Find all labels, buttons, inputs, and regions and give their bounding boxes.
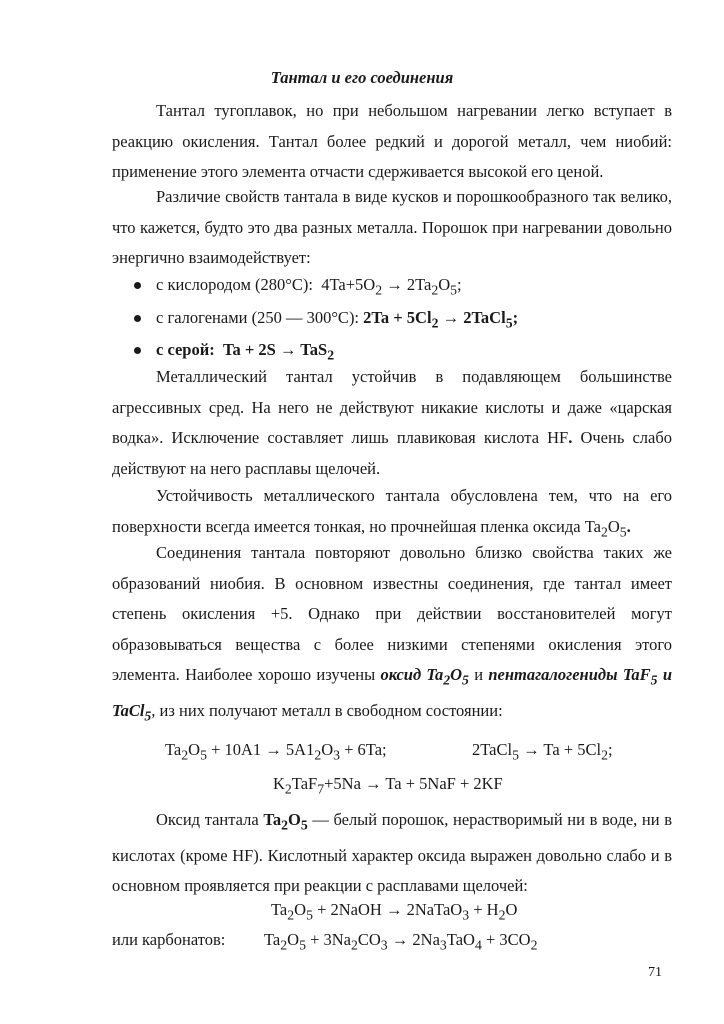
- equation-chloride-decomposition: 2TaCl$_5$ → $Ta + 5Cl_2$;: [472, 740, 613, 763]
- equation-carbonate: $Ta_2O_5 + 3Na_2CO_3 \to 2Na_3TaO_4 + 3CO_2$: [264, 930, 538, 953]
- page-number: 71: [648, 965, 662, 980]
- equation-aluminothermy: $Ta_2O_5 + 10A1 \to 5A1_2O_3 + 6Ta$;: [165, 740, 387, 763]
- paragraph-oxide-film: Устойчивость металлического тантала обусловлена тем, что на его поверхности всегда имеется тонкая, но прочнейшая пленка оксида $Ta_2O_5$.: [112, 486, 672, 539]
- paragraph-compounds: Соединения тантала повторяют довольно близко свойства таких же образований ниобия. В основном известны соединения, где тантал имеет степень окисления +5. Однако при действии восстановителей могут образовываться вещества с более низкими степенями окисления этого элемента. Наиболее хорошо изучены оксид $Ta_2O_5$ и пентагалогениды TaF$_5$ и TaCl$_5$, из них получают металл в свободном состоянии:: [112, 543, 672, 724]
- page-title: Тантал и его соединения: [270, 68, 454, 87]
- bullet-icon: [134, 315, 141, 322]
- bullet-equation: $4Ta+5O_2 \to 2Ta_2O_5$;: [321, 275, 462, 298]
- bullet-equation: $2Ta + 5Cl_2$ → 2TaCl$_5$;: [363, 307, 519, 330]
- equation-naoh: $Ta_2O_5$ + 2NaOH → 2NaTaO$_3$ + $H_2O$: [271, 900, 518, 923]
- paragraph-intro: Тантал тугоплавок, но при небольшом нагревании легко вступает в реакцию окисления. Тантал более редкий и дорогой металл, чем ниобий: применение этого элемента отчасти сдерживается высокой его ценой.: [112, 101, 672, 181]
- paragraph-oxide: Оксид тантала $Ta_2O_5$ — белый порошок, нерастворимый ни в воде, ни в кислотах (кроме HF). Кислотный характер оксида выражен довольно слабо и в основном проявляется при реакции с расплавами щелочей:: [112, 810, 673, 896]
- list-item: [112, 269, 672, 302]
- bullet-label: с серой:: [156, 340, 215, 359]
- list-item: [112, 302, 672, 335]
- paragraph-powder: Различие свойств тантала в виде кусков и порошкообразного так велико, что кажется, будто это два разных металла. Порошок при нагревании довольно энергично взаимодействует:: [112, 187, 672, 267]
- equation-sodium-reduction: $K_2TaF_7+5Na \to Ta + 5NaF + 2KF$: [273, 774, 503, 797]
- bullet-equation: Ta + 2S → TaS$_2$: [222, 340, 335, 363]
- bullet-label: с галогенами (250 — 300°С):: [156, 307, 360, 327]
- carbonates-label: или карбонатов:: [112, 930, 226, 949]
- bullet-icon: [134, 282, 141, 289]
- paragraph-stability: Металлический тантал устойчив в подавляющем большинстве агрессивных сред. На него не действуют никакие кислоты и даже «царская водка». Исключение составляет лишь плавиковая кислота HF. Очень слабо действуют на него расплавы щелочей.: [112, 367, 673, 478]
- reactions-list: [112, 269, 672, 367]
- bullet-label: с кислородом (280°С):: [156, 275, 313, 294]
- bullet-icon: [134, 347, 141, 354]
